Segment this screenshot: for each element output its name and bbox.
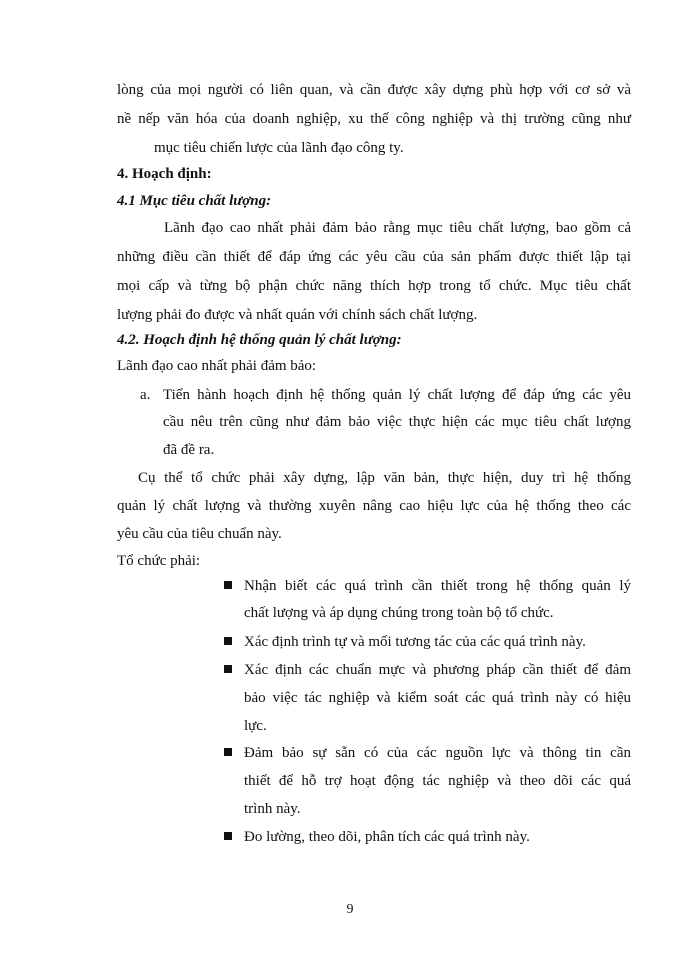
- square-bullet-icon: [224, 665, 232, 673]
- bullet-item-line: Nhận biết các quá trình cần thiết trong hệ thống quản lý: [244, 578, 631, 594]
- bullet-item-line: thiết để hỗ trợ hoạt động tác nghiệp và theo dõi các quá: [244, 773, 631, 789]
- square-bullet-icon: [224, 581, 232, 589]
- square-bullet-icon: [224, 832, 232, 840]
- bullet-item-line: chất lượng và áp dụng chúng trong toàn bộ tổ chức.: [244, 605, 554, 621]
- body-text-line: lượng phải đo được và nhất quán với chính sách chất lượng.: [117, 307, 478, 323]
- body-text-line: những điều cần thiết để đáp ứng các yêu cầu của sản phẩm được thiết lập tại: [117, 249, 631, 265]
- subsection-heading: 4.2. Hoạch định hệ thống quản lý chất lượng:: [117, 332, 402, 348]
- bullet-item-line: Xác định các chuẩn mực và phương pháp cần thiết để đảm: [244, 662, 631, 678]
- square-bullet-icon: [224, 637, 232, 645]
- body-text-line: Lãnh đạo cao nhất phải đảm bảo:: [117, 358, 317, 374]
- list-marker: a.: [140, 387, 151, 403]
- bullet-item-line: Đảm bảo sự sẵn có của các nguồn lực và thông tin cần: [244, 745, 631, 761]
- subsection-heading: 4.1 Mục tiêu chất lượng:: [117, 193, 272, 209]
- list-item-line: Tiến hành hoạch định hệ thống quản lý chất lượng để đáp ứng các yêu: [163, 387, 631, 403]
- body-text-line: Tổ chức phải:: [117, 553, 201, 569]
- body-text-line: quản lý chất lượng và thường xuyên nâng cao hiệu lực của hệ thống theo các: [117, 498, 631, 514]
- list-item-line: đã đề ra.: [163, 442, 215, 458]
- list-item-line: cầu nêu trên cũng như đảm bảo việc thực hiện các mục tiêu chất lượng: [163, 414, 631, 430]
- body-text-line: mục tiêu chiến lược của lãnh đạo công ty.: [154, 140, 404, 156]
- bullet-item-line: Xác định trình tự và mối tương tác của các quá trình này.: [244, 634, 586, 650]
- body-text-line: yêu cầu của tiêu chuẩn này.: [117, 526, 282, 542]
- bullet-item-line: bảo việc tác nghiệp và kiểm soát các quá trình này có hiệu: [244, 690, 631, 706]
- body-text-line: nề nếp văn hóa của doanh nghiệp, xu thế công nghiệp và thị trường cũng như: [117, 111, 631, 127]
- body-text-line: mọi cấp và từng bộ phận chức năng thích hợp trong tổ chức. Mục tiêu chất: [117, 278, 631, 294]
- section-heading: 4. Hoạch định:: [117, 166, 212, 182]
- body-text-line: Cụ thể tổ chức phải xây dựng, lập văn bản, thực hiện, duy trì hệ thống: [138, 470, 631, 486]
- body-text-line: lòng của mọi người có liên quan, và cần được xây dựng phù hợp với cơ sở và: [117, 82, 631, 98]
- body-text-line: Lãnh đạo cao nhất phải đảm bảo rằng mục tiêu chất lượng, bao gồm cả: [164, 220, 631, 236]
- square-bullet-icon: [224, 748, 232, 756]
- page-number: 9: [346, 902, 354, 917]
- bullet-item-line: trình này.: [244, 801, 301, 817]
- bullet-item-line: lực.: [244, 718, 267, 734]
- bullet-item-line: Đo lường, theo dõi, phân tích các quá trình này.: [244, 829, 530, 845]
